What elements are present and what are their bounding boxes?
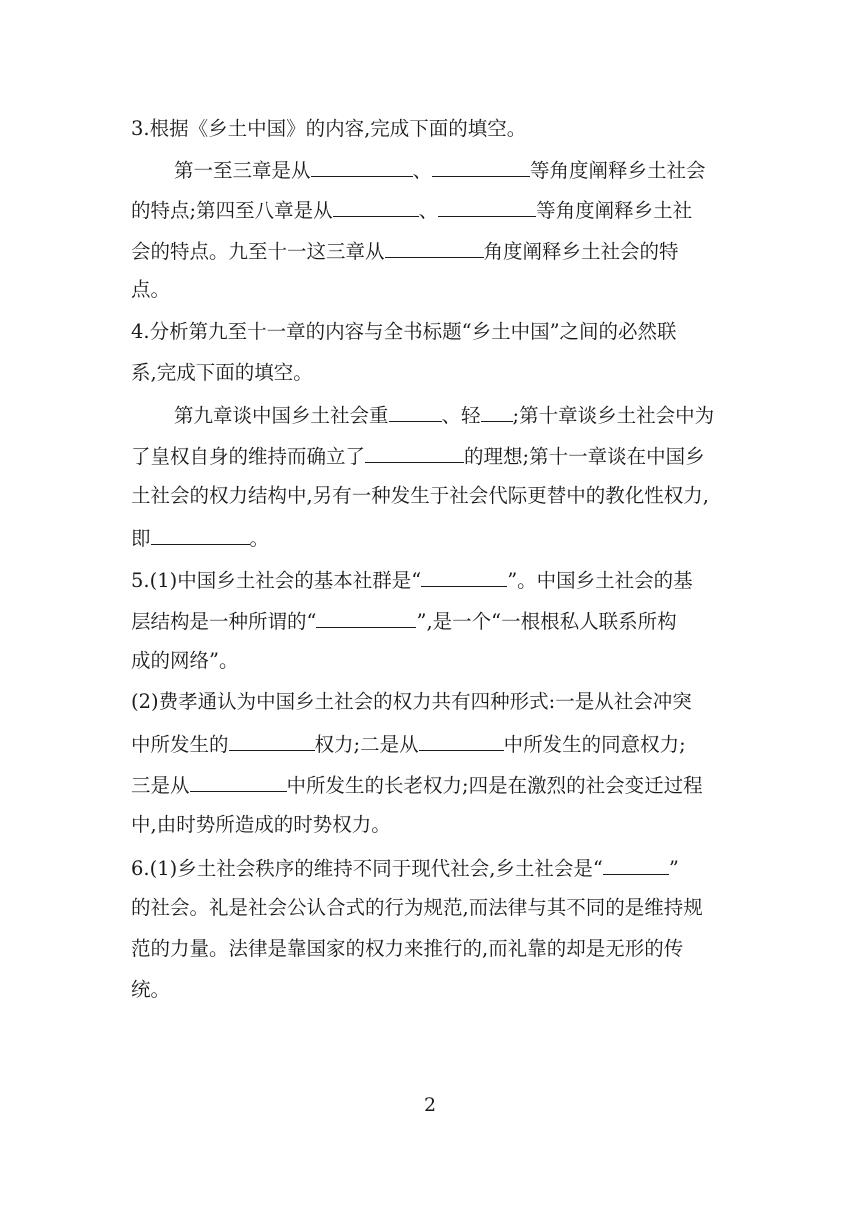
q4-line-2: 系,完成下面的填空。 — [131, 361, 313, 384]
q5-line-3: 成的网络”。 — [131, 649, 239, 672]
fill-blank[interactable] — [365, 443, 464, 463]
fill-blank[interactable] — [432, 157, 530, 177]
fill-blank[interactable] — [333, 197, 419, 217]
q6-line-3: 范的力量。法律是靠国家的权力来推行的,而礼靠的却是无形的传 — [131, 937, 684, 960]
q4-line-6: 即 。 — [131, 527, 270, 550]
q5-line-1: 5.(1)中国乡土社会的基本社群是“ ”。中国乡土社会的基 — [131, 569, 693, 592]
q5-line-2: 层结构是一种所谓的“ ”,是一个“一根根私人联系所构 — [131, 610, 677, 633]
q5-line-5: 中所发生的 权力;二是从 中所发生的同意权力; — [131, 733, 686, 756]
q5-line-7: 中,由时势所造成的时势权力。 — [131, 813, 391, 836]
q4-line-4: 了皇权自身的维持而确立了 的理想;第十一章谈在中国乡 — [131, 445, 705, 468]
q5-line-4: (2)费孝通认为中国乡土社会的权力共有四种形式:一是从社会冲突 — [131, 690, 692, 713]
fill-blank[interactable] — [151, 525, 250, 545]
q3-line-4: 会的特点。九至十一这三章从 角度阐释乡土社会的特 — [131, 240, 679, 263]
q4-line-1: 4.分析第九至十一章的内容与全书标题“乡土中国”之间的必然联 — [131, 320, 677, 343]
fill-blank[interactable] — [481, 402, 513, 422]
q3-line-2: 第一至三章是从 、 等角度阐释乡土社会 — [174, 159, 706, 182]
q3-line-3: 的特点;第四至八章是从 、 等角度阐释乡土社 — [131, 199, 693, 222]
q5-line-6: 三是从 中所发生的长老权力;四是在激烈的社会变迁过程 — [131, 774, 703, 797]
q6-line-1: 6.(1)乡土社会秩序的维持不同于现代社会,乡土社会是“ ” — [131, 857, 679, 880]
fill-blank[interactable] — [421, 567, 507, 587]
q4-line-5: 土社会的权力结构中,另有一种发生于社会代际更替中的教化性权力, — [131, 484, 709, 507]
fill-blank[interactable] — [419, 731, 504, 751]
q3-line-1: 3.根据《乡土中国》的内容,完成下面的填空。 — [131, 117, 527, 140]
fill-blank[interactable] — [229, 731, 315, 751]
fill-blank[interactable] — [316, 608, 416, 628]
q3-line-5: 点。 — [131, 278, 171, 301]
q6-line-2: 的社会。礼是社会公认合式的行为规范,而法律与其不同的是维持规 — [131, 896, 703, 919]
fill-blank[interactable] — [438, 197, 536, 217]
fill-blank[interactable] — [389, 402, 442, 422]
page-number: 2 — [423, 1094, 437, 1116]
fill-blank[interactable] — [385, 238, 484, 258]
fill-blank[interactable] — [190, 772, 287, 792]
q4-line-3: 第九章谈中国乡土社会重 、轻 ;第十章谈乡土社会中为 — [174, 404, 715, 427]
q6-line-4: 统。 — [131, 978, 171, 1001]
fill-blank[interactable] — [603, 855, 669, 875]
fill-blank[interactable] — [311, 157, 413, 177]
